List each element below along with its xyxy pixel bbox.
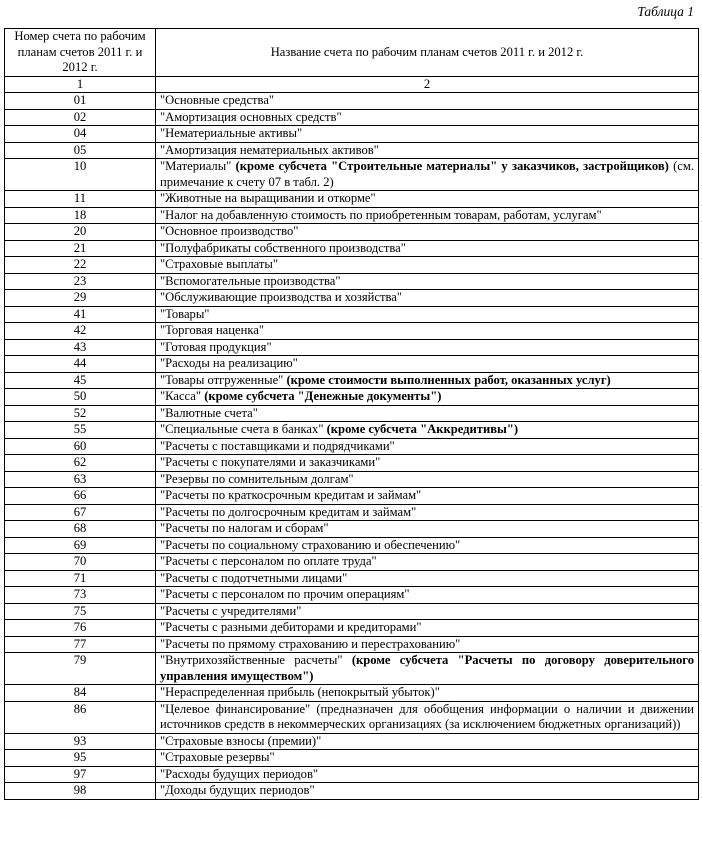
column-index-row [5,76,699,93]
account-code: 05 [5,142,156,159]
account-name [156,783,699,800]
account-code: 76 [5,620,156,637]
account-name [156,273,699,290]
account-name-part: "Расходы будущих периодов" [160,766,319,781]
account-name [156,636,699,653]
account-name [156,603,699,620]
account-name-part: "Касса" [160,389,205,403]
account-name [156,766,699,783]
table-row [5,521,699,538]
account-name [156,653,699,685]
table-row [5,273,699,290]
table-row [5,159,699,191]
table-row [5,554,699,571]
account-name-part: "Расчеты с разными дебиторами и кредиторами" [160,620,422,634]
account-name-part: "Полуфабрикаты собственного производства" [160,240,406,255]
account-name-part: "Резервы по сомнительным долгам" [160,471,354,486]
account-name [156,126,699,143]
account-code: 63 [5,471,156,488]
account-code: 55 [5,422,156,439]
account-name-part: "Страховые резервы" [160,750,275,764]
account-name-part: "Товары" [160,306,210,321]
account-name-part: "Валютные счета" [160,405,258,420]
account-name-part: "Нематериальные активы" [160,126,303,140]
account-code: 77 [5,636,156,653]
account-code: 97 [5,766,156,783]
table-row [5,93,699,110]
account-name [156,356,699,373]
account-name [156,733,699,750]
table-row [5,372,699,389]
account-name-bold-part: (кроме субсчета "Денежные документы") [204,389,442,403]
table-row [5,570,699,587]
account-name-part: "Расходы на реализацию" [160,356,298,370]
header-code-column: Номер счета по рабочим планам счетов 2011 г. и 2012 г. [5,29,156,77]
account-name-part: "Расчеты по социальному страхованию и обеспечению" [160,537,461,552]
account-name-part: "Товары отгруженные" [160,372,287,387]
account-code: 45 [5,372,156,389]
account-code: 66 [5,488,156,505]
account-code: 41 [5,306,156,323]
account-name [156,620,699,637]
account-name [156,570,699,587]
account-name [156,389,699,406]
table-row [5,257,699,274]
account-name-part: "Амортизация основных средств" [160,109,342,124]
account-code: 98 [5,783,156,800]
account-name-part: "Расчеты по долгосрочным кредитам и займам" [160,504,417,519]
account-code: 11 [5,191,156,208]
table-caption: Таблица 1 [637,4,694,19]
account-name-part: "Обслуживающие производства и хозяйства" [160,290,403,304]
table-row [5,701,699,733]
account-name-part: "Расчеты с персоналом по оплате труда" [160,554,377,568]
account-name-part: "Материалы" [160,159,236,173]
table-row [5,306,699,323]
account-code: 79 [5,653,156,685]
account-name [156,109,699,126]
account-code: 71 [5,570,156,587]
account-name-part: "Страховые взносы (премии)" [160,733,322,748]
account-name-part: "Налог на добавленную стоимость по приобретенным товарам, работам, услугам" [160,207,602,222]
table-row [5,126,699,143]
account-name [156,438,699,455]
table-row [5,109,699,126]
table-row [5,323,699,340]
account-name-part: "Основные средства" [160,93,275,107]
account-name-bold-part: (кроме субсчета "Строительные материалы" у заказчиков, застройщиков) [235,159,669,173]
account-name [156,422,699,439]
account-name-part: "Основное производство" [160,224,299,238]
table-row [5,224,699,241]
table-row [5,587,699,604]
account-code: 62 [5,455,156,472]
account-name [156,224,699,241]
account-name-bold-part: (кроме субсчета "Расчеты по договору доверительного управления имуществом") [160,653,694,683]
account-code: 67 [5,504,156,521]
account-code: 70 [5,554,156,571]
account-code: 10 [5,159,156,191]
table-row [5,750,699,767]
account-code: 75 [5,603,156,620]
account-name-part: "Расчеты по прямому страхованию и перестрахованию" [160,636,461,651]
table-row [5,537,699,554]
table-row [5,783,699,800]
table-row [5,438,699,455]
account-name [156,554,699,571]
account-code: 68 [5,521,156,538]
account-name-part: "Готовая продукция" [160,339,272,354]
account-name-part: "Амортизация нематериальных активов" [160,142,379,157]
account-name [156,240,699,257]
account-code: 18 [5,207,156,224]
account-code: 69 [5,537,156,554]
account-name-part: "Расчеты с персоналом по прочим операциям" [160,587,410,601]
account-code: 95 [5,750,156,767]
account-code: 43 [5,339,156,356]
table-row [5,766,699,783]
column-index-1: 1 [5,76,156,93]
account-code: 84 [5,685,156,702]
account-name [156,471,699,488]
account-name [156,504,699,521]
account-name [156,159,699,191]
header-name-column: Название счета по рабочим планам счетов 2011 г. и 2012 г. [156,29,699,77]
table-row [5,504,699,521]
table-row [5,389,699,406]
table-row [5,290,699,307]
account-name [156,537,699,554]
account-name [156,372,699,389]
account-code: 93 [5,733,156,750]
table-row [5,339,699,356]
account-name-part: "Расчеты с покупателями и заказчиками" [160,455,381,469]
account-name-part: "Внутрихозяйственные расчеты" [160,653,352,667]
account-code: 60 [5,438,156,455]
account-name-part: "Торговая наценка" [160,323,264,337]
account-name [156,339,699,356]
account-name [156,521,699,538]
account-name [156,323,699,340]
account-code: 42 [5,323,156,340]
account-code: 20 [5,224,156,241]
table-row [5,356,699,373]
account-name-part: "Специальные счета в банках" [160,422,327,436]
table-row [5,191,699,208]
account-code: 52 [5,405,156,422]
account-name-part: "Расчеты по краткосрочным кредитам и займам" [160,488,422,502]
table-row [5,142,699,159]
account-code: 73 [5,587,156,604]
account-name [156,207,699,224]
account-name-part: "Животные на выращивании и откорме" [160,191,376,205]
table-row [5,240,699,257]
table-row [5,455,699,472]
account-code: 04 [5,126,156,143]
column-index-2: 2 [156,76,699,93]
account-code: 02 [5,109,156,126]
table-row [5,422,699,439]
account-name [156,587,699,604]
account-code: 21 [5,240,156,257]
account-name-part: "Расчеты по налогам и сборам" [160,521,329,535]
account-name-part: "Расчеты с поставщиками и подрядчиками" [160,438,395,453]
account-name [156,257,699,274]
account-name-part: (см. примечание к счету 07 в табл. 2) [160,159,694,189]
account-name [156,306,699,323]
account-name [156,93,699,110]
table-row [5,685,699,702]
table-row [5,603,699,620]
table-row [5,471,699,488]
table-row [5,653,699,685]
account-code: 22 [5,257,156,274]
account-code: 23 [5,273,156,290]
table-body [5,93,699,800]
account-name-part: "Расчеты с подотчетными лицами" [160,570,348,585]
account-name [156,685,699,702]
account-name-part: "Целевое финансирование" (предназначен для обобщения информации о наличии и движении источников средств в некоммерческих организациях (за исключением бюджетных организаций)) [160,701,694,731]
account-name-part: "Доходы будущих периодов" [160,783,315,797]
account-name-bold-part: (кроме стоимости выполненных работ, оказанных услуг) [286,372,611,387]
account-name-part: "Вспомогательные производства" [160,273,341,288]
account-name [156,488,699,505]
account-name [156,750,699,767]
table-header-row [5,29,699,77]
accounts-table [4,28,699,800]
table-row [5,207,699,224]
account-code: 29 [5,290,156,307]
account-name [156,142,699,159]
account-name-bold-part: (кроме субсчета "Аккредитивы") [326,422,519,436]
account-name [156,455,699,472]
table-row [5,620,699,637]
account-code: 01 [5,93,156,110]
account-name [156,290,699,307]
table-row [5,488,699,505]
table-row [5,636,699,653]
account-code: 44 [5,356,156,373]
account-code: 86 [5,701,156,733]
account-name [156,405,699,422]
table-row [5,405,699,422]
account-name-part: "Страховые выплаты" [160,257,278,271]
account-name [156,191,699,208]
account-code: 50 [5,389,156,406]
account-name-part: "Расчеты с учредителями" [160,603,302,618]
account-name [156,701,699,733]
account-name-part: "Нераспределенная прибыль (непокрытый убыток)" [160,685,440,699]
table-row [5,733,699,750]
